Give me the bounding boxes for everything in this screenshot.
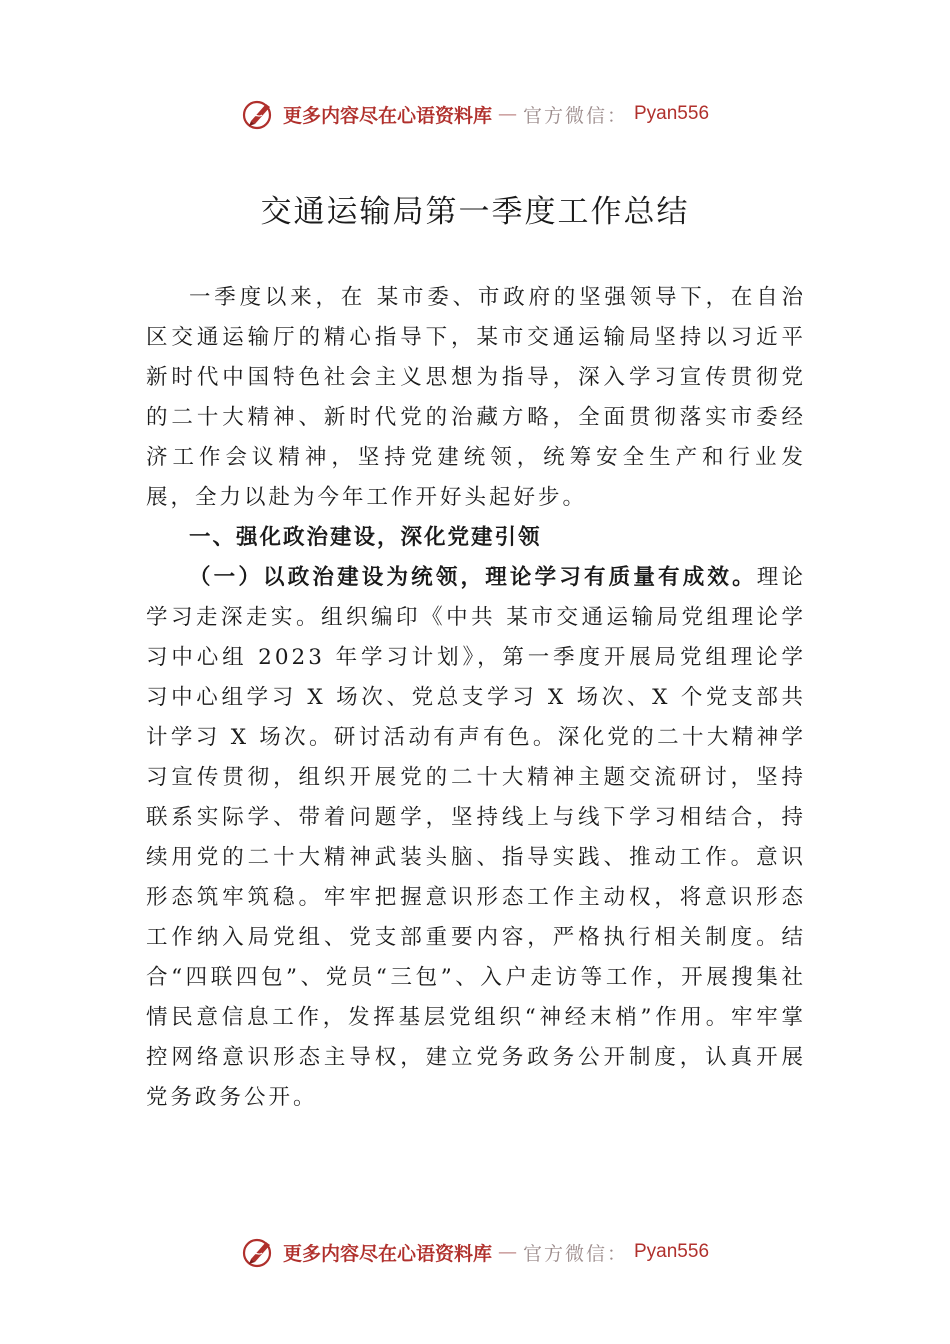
banner-dash: — [497, 1241, 517, 1263]
subsection-body: 理论学习走深走实。组织编印《中共 某市交通运输局党组理论学习中心组 2023 年学习计划》，第一季度开展局党组理论学习中心组学习 X 场次、党总支学习 X 场次、X 个党支部共计学习 X 场次。研讨活动有声有色。深化党的二十大精神学习宣传贯彻，组织开展党的二十大精神主题交流研讨，坚持联系实际学、带着问题学，坚持线上与线下学习相结合，持续用党的二十大精神武装头脑、指导实践、推动工作。意识形态筑牢筑稳。牢牢把握意识形态工作主动权，将意识形态工作纳入局党组、党支部重要内容，严格执行相关制度。结合“四联四包”、党员“三包”、入户走访等工作，开展搜集社情民意信息工作，发挥基层党组织“神经末梢”作用。牢牢掌控网络意识形态主导权，建立党务政务公开制度，认真开展党务政务公开。 [146, 565, 806, 1110]
document-body [146, 278, 806, 1118]
subsection-lead: （一）以政治建设为统领，理论学习有质量有成效。 [189, 565, 757, 590]
document-title: 交通运输局第一季度工作总结 [260, 194, 690, 230]
pen-logo-icon [241, 1234, 277, 1270]
brand-text: 更多内容尽在心语资料库 [282, 104, 492, 127]
brand-text: 更多内容尽在心语资料库 [282, 1242, 492, 1265]
wechat-id: Pyan556 [634, 1241, 710, 1262]
subsection-paragraph [146, 558, 806, 1118]
section-heading: 一、强化政治建设，深化党建引领 [189, 525, 542, 550]
banner-dash: — [497, 103, 517, 125]
pen-logo-icon [241, 96, 277, 132]
wechat-label: 官方微信： [522, 104, 628, 127]
intro-paragraph: 一季度以来，在 某市委、市政府的坚强领导下，在自治区交通运输厅的精心指导下，某市交通运输局坚持以习近平新时代中国特色社会主义思想为指导，深入学习宣传贯彻党的二十大精神、新时代党的治藏方略，全面贯彻落实市委经济工作会议精神，坚持党建统领，统筹安全生产和行业发展，全力以赴为今年工作开好头起好步。 [146, 285, 806, 510]
wechat-id: Pyan556 [634, 103, 710, 124]
footer-banner [0, 1232, 950, 1272]
wechat-label: 官方微信： [522, 1242, 628, 1265]
header-banner [0, 94, 950, 134]
